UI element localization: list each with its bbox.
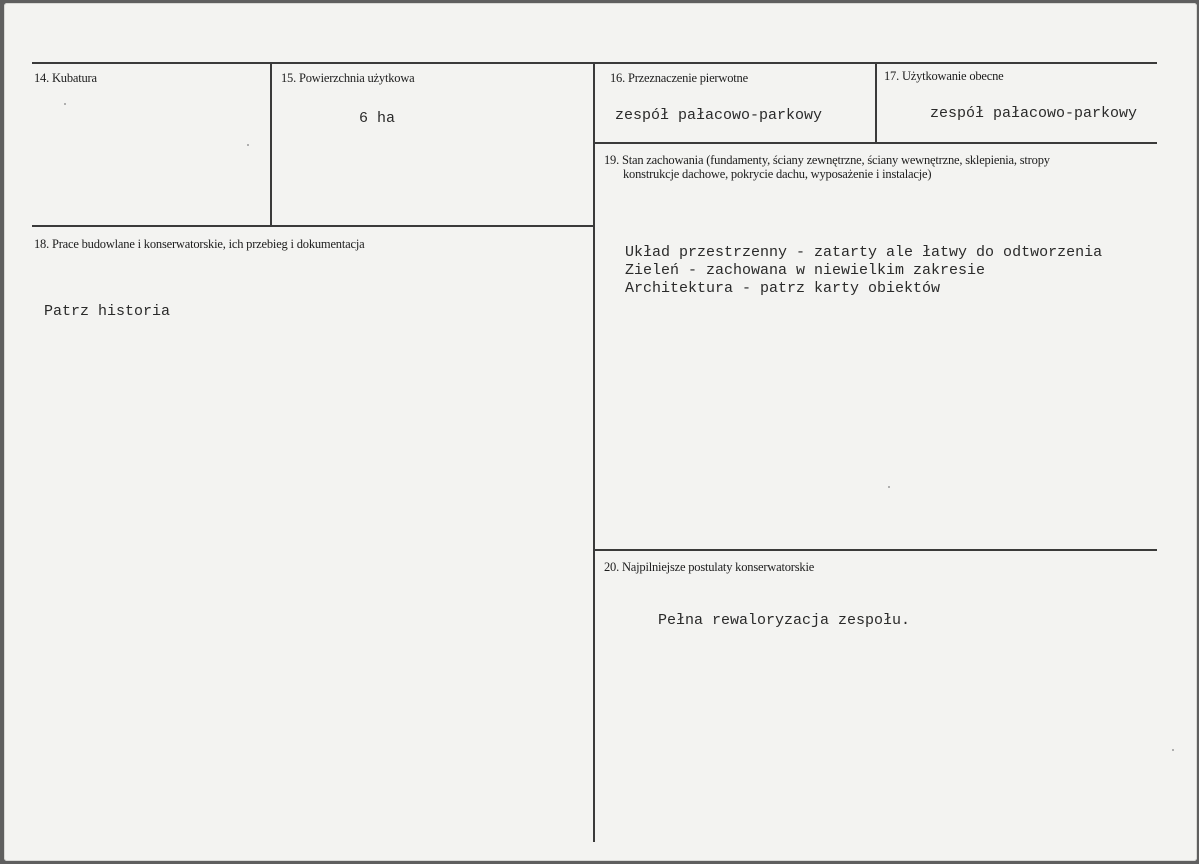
rule-center [593,62,595,842]
rule-between-14-15 [270,62,272,226]
field-17-value: zespół pałacowo-parkowy [930,105,1138,122]
field-16-label: 16. Przeznaczenie pierwotne [610,71,748,85]
rule-above-20 [594,549,1157,551]
paper-speck [1172,749,1174,751]
field-19-label-line2: konstrukcje dachowe, pokrycie dachu, wyposażenie i instalacje) [623,167,932,181]
field-19-line-2: Zieleń - zachowana w niewielkim zakresie [625,262,986,279]
inventory-card [4,3,1197,861]
field-19-label-line1: 19. Stan zachowania (fundamenty, ściany zewnętrzne, ściany wewnętrzne, sklepienia, stropy [604,153,1050,167]
field-15-label: 15. Powierzchnia użytkowa [281,71,415,85]
field-19-line-3: Architektura - patrz karty obiektów [625,280,941,297]
rule-between-16-17 [875,62,877,143]
paper-speck [64,103,66,105]
field-19-line-1: Układ przestrzenny - zatarty ale łatwy do odtworzenia [625,244,1103,261]
paper-speck [247,144,249,146]
paper-speck [888,486,890,488]
field-16-value: zespół pałacowo-parkowy [615,107,823,124]
field-18-label: 18. Prace budowlane i konserwatorskie, ich przebieg i dokumentacja [34,237,365,251]
field-20-label: 20. Najpilniejsze postulaty konserwatorskie [604,560,815,574]
field-18-value: Patrz historia [44,303,171,320]
rule-below-14-15 [32,225,594,227]
field-17-label: 17. Użytkowanie obecne [884,69,1004,83]
field-15-value: 6 ha [359,110,396,127]
field-20-value: Pełna rewaloryzacja zespołu. [658,612,911,629]
top-rule [32,62,1157,64]
field-14-label: 14. Kubatura [34,71,97,85]
